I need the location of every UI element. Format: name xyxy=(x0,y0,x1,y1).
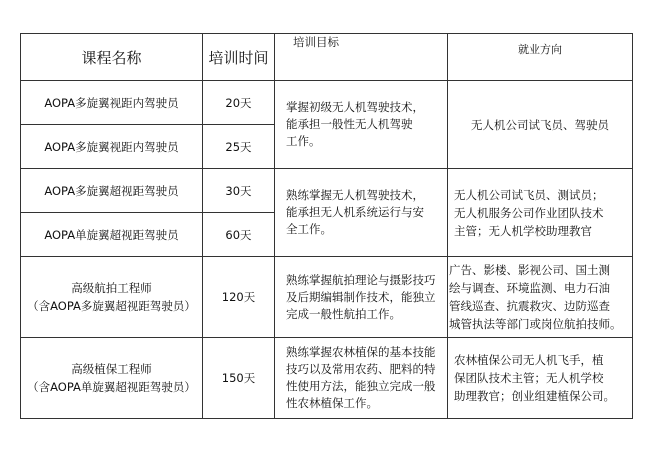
header-course-name: 课程名称 xyxy=(21,34,203,81)
goal-line: 性使用方法，能独立完成一般 xyxy=(286,379,436,393)
training-goal-cell xyxy=(275,169,448,257)
training-goal-cell xyxy=(275,338,448,419)
goal-line: 能承担无人机系统运行与安 xyxy=(286,205,424,219)
career-direction-cell xyxy=(448,81,633,169)
career-direction-cell xyxy=(448,169,633,257)
goal-line: 掌握初级无人机驾驶技术， xyxy=(286,100,424,114)
goal-line: 熟练掌握无人机驾驶技术， xyxy=(286,188,424,202)
header-training-time: 培训时间 xyxy=(203,34,275,81)
career-line: 绘与调查、环境监测、电力石油 xyxy=(449,281,610,295)
goal-line: 熟练掌握农林植保的基本技能 xyxy=(286,345,436,359)
course-name-cell xyxy=(21,338,203,419)
goal-line: 全工作。 xyxy=(286,222,332,236)
career-line: 主管；无人机学校助理教官 xyxy=(454,223,592,238)
header-training-goal: 培训目标 xyxy=(275,34,448,81)
career-line: 管线巡查、抗震救灾、边防巡查 xyxy=(449,299,610,313)
career-line: 保团队技术主管；无人机学校 xyxy=(454,371,604,385)
course-table xyxy=(20,33,633,419)
training-time-cell: 20天 xyxy=(203,81,275,125)
career-line: 无人机公司试飞员、驾驶员 xyxy=(471,117,609,132)
goal-line: 性农林植保工作。 xyxy=(286,396,378,410)
training-time-cell: 150天 xyxy=(203,338,275,419)
table-row xyxy=(21,81,633,125)
course-name-line: 高级航拍工程师 xyxy=(71,281,152,295)
training-time-cell: 30天 xyxy=(203,169,275,213)
course-name-cell: AOPA多旋翼视距内驾驶员 xyxy=(21,125,203,169)
goal-line: 工作。 xyxy=(286,134,321,148)
goal-line: 熟练掌握航拍理论与摄影技巧 xyxy=(286,272,436,287)
goal-line: 能承担一般性无人机驾驶 xyxy=(286,117,413,131)
course-name-cell: AOPA多旋翼视距内驾驶员 xyxy=(21,81,203,125)
training-goal-cell xyxy=(275,81,448,169)
goal-line: 完成一般性航拍工作。 xyxy=(286,306,401,321)
career-line: 无人机公司试飞员、测试员； xyxy=(454,187,604,202)
course-name-cell: AOPA多旋翼超视距驾驶员 xyxy=(21,169,203,213)
training-time-cell: 120天 xyxy=(203,257,275,338)
career-line: 农林植保公司无人机飞手，植 xyxy=(454,353,604,367)
course-name-line: （含AOPA多旋翼超视距驾驶员） xyxy=(27,299,196,313)
course-name-line: 高级植保工程师 xyxy=(71,362,152,376)
table-row xyxy=(21,257,633,338)
course-name-cell xyxy=(21,257,203,338)
table-row xyxy=(21,169,633,213)
header-row xyxy=(21,34,633,81)
career-direction-cell xyxy=(448,257,633,338)
goal-line: 技巧以及常用农药、肥料的特 xyxy=(286,362,436,376)
career-line: 城管执法等部门或岗位航拍技师。 xyxy=(449,317,622,331)
course-name-cell: AOPA单旋翼超视距驾驶员 xyxy=(21,213,203,257)
course-name-line: （含AOPA单旋翼超视距驾驶员） xyxy=(27,380,196,394)
goal-line: 及后期编辑制作技术，能独立 xyxy=(286,289,436,304)
training-goal-cell xyxy=(275,257,448,338)
training-time-cell: 25天 xyxy=(203,125,275,169)
career-line: 无人机服务公司作业团队技术 xyxy=(454,205,604,220)
career-line: 助理教官；创业组建植保公司。 xyxy=(454,389,615,403)
header-career-direction: 就业方向 xyxy=(448,34,633,81)
table-row xyxy=(21,338,633,419)
career-line: 广告、影楼、影视公司、国土测 xyxy=(449,263,610,277)
career-direction-cell xyxy=(448,338,633,419)
training-time-cell: 60天 xyxy=(203,213,275,257)
